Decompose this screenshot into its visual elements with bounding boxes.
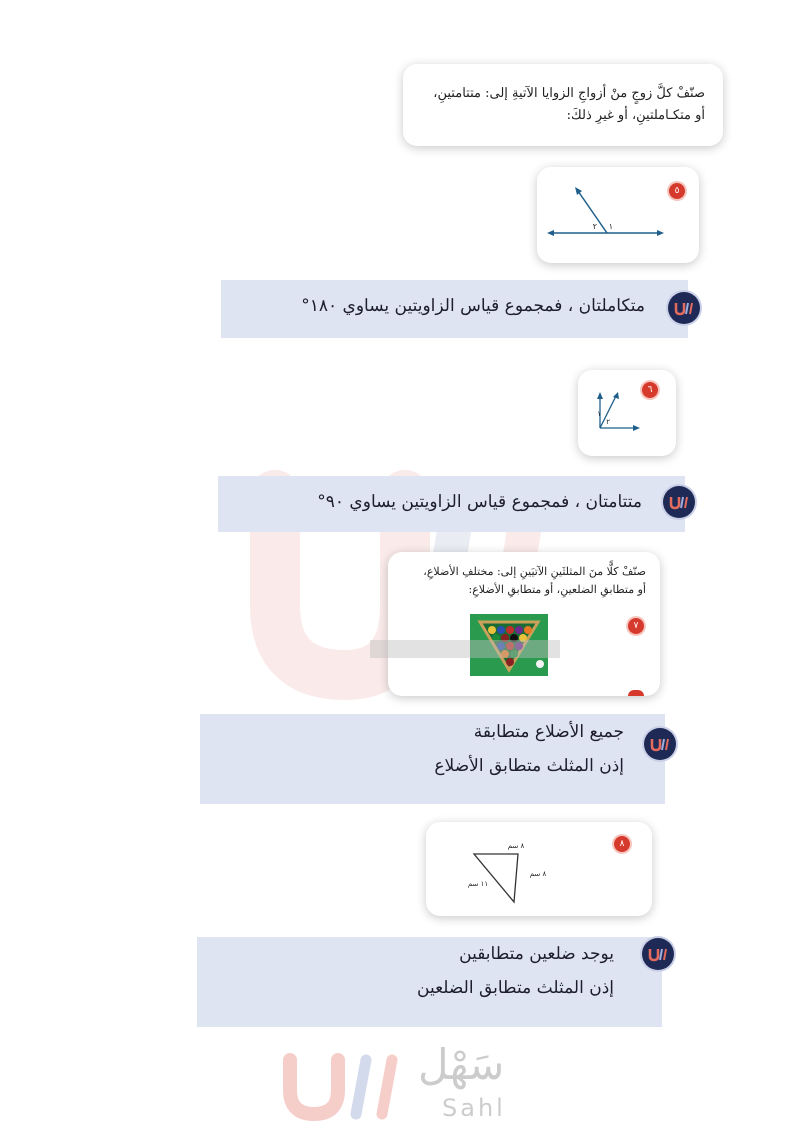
side-label-right: ٨ سم bbox=[529, 870, 547, 878]
watermark-text-arabic: سَهْل bbox=[418, 1040, 505, 1089]
question-number-badge: ٦ bbox=[642, 382, 658, 398]
angle-figure-q5 bbox=[545, 185, 670, 245]
watermark-text-latin: Sahl bbox=[442, 1094, 506, 1122]
sahl-logo-icon bbox=[644, 728, 676, 760]
question-number-badge-partial bbox=[628, 690, 644, 696]
watermark-logo-small bbox=[280, 1046, 410, 1126]
sahl-logo-icon bbox=[663, 486, 695, 518]
angle-figure-q6 bbox=[588, 386, 648, 446]
figure-card-q8 bbox=[426, 822, 652, 916]
angle-label-1: ١ bbox=[608, 222, 613, 231]
answer-text-q8-line1: يوجد ضلعين متطابقين bbox=[459, 944, 614, 964]
question-text-line1: صنّفْ كلَّ زوجٍ منْ أزواجِ الزوايا الآتيةِ إلى: متتامتينِ، bbox=[433, 86, 705, 101]
figure-card-q5 bbox=[537, 167, 699, 263]
faded-strip bbox=[370, 640, 560, 658]
angle-label-2: ٢ bbox=[606, 418, 610, 426]
question-number-badge: ٧ bbox=[628, 618, 644, 634]
answer-text-q6: متتامتان ، فمجموع قياس الزاويتين يساوي ٩٠° bbox=[317, 492, 642, 512]
question-text-line2: أو متطابقِ الضلعينِ، أو متطابقِ الأضلاعِ: bbox=[468, 583, 646, 596]
question-card-triangles bbox=[388, 552, 660, 696]
sahl-logo-icon bbox=[642, 938, 674, 970]
question-card-angles bbox=[403, 64, 723, 146]
side-label-left: ١١ سم bbox=[467, 880, 489, 888]
question-text-line1: صنّفْ كلًّا منَ المثلثَينِ الآتيَينِ إلى: مختلفِ الأضلاعِ، bbox=[423, 565, 646, 578]
question-number-badge: ٥ bbox=[669, 183, 685, 199]
answer-text-q8-line2: إذن المثلث متطابق الضلعين bbox=[417, 978, 614, 998]
sahl-logo-icon bbox=[668, 292, 700, 324]
triangle-figure-q8 bbox=[456, 836, 566, 906]
question-text-line2: أو متكـاملتينِ، أو غيرِ ذلكَ: bbox=[566, 108, 705, 123]
angle-label-1: ١ bbox=[597, 410, 601, 418]
answer-text-q5: متكاملتان ، فمجموع قياس الزاويتين يساوي ١٨٠° bbox=[301, 296, 645, 316]
answer-text-q7-line1: جميع الأضلاع متطابقة bbox=[473, 722, 624, 742]
answer-text-q7-line2: إذن المثلث متطابق الأضلاع bbox=[434, 756, 624, 776]
side-label-top: ٨ سم bbox=[507, 842, 525, 850]
angle-label-2: ٢ bbox=[592, 222, 597, 231]
figure-card-q6 bbox=[578, 370, 676, 456]
question-number-badge: ٨ bbox=[614, 836, 630, 852]
